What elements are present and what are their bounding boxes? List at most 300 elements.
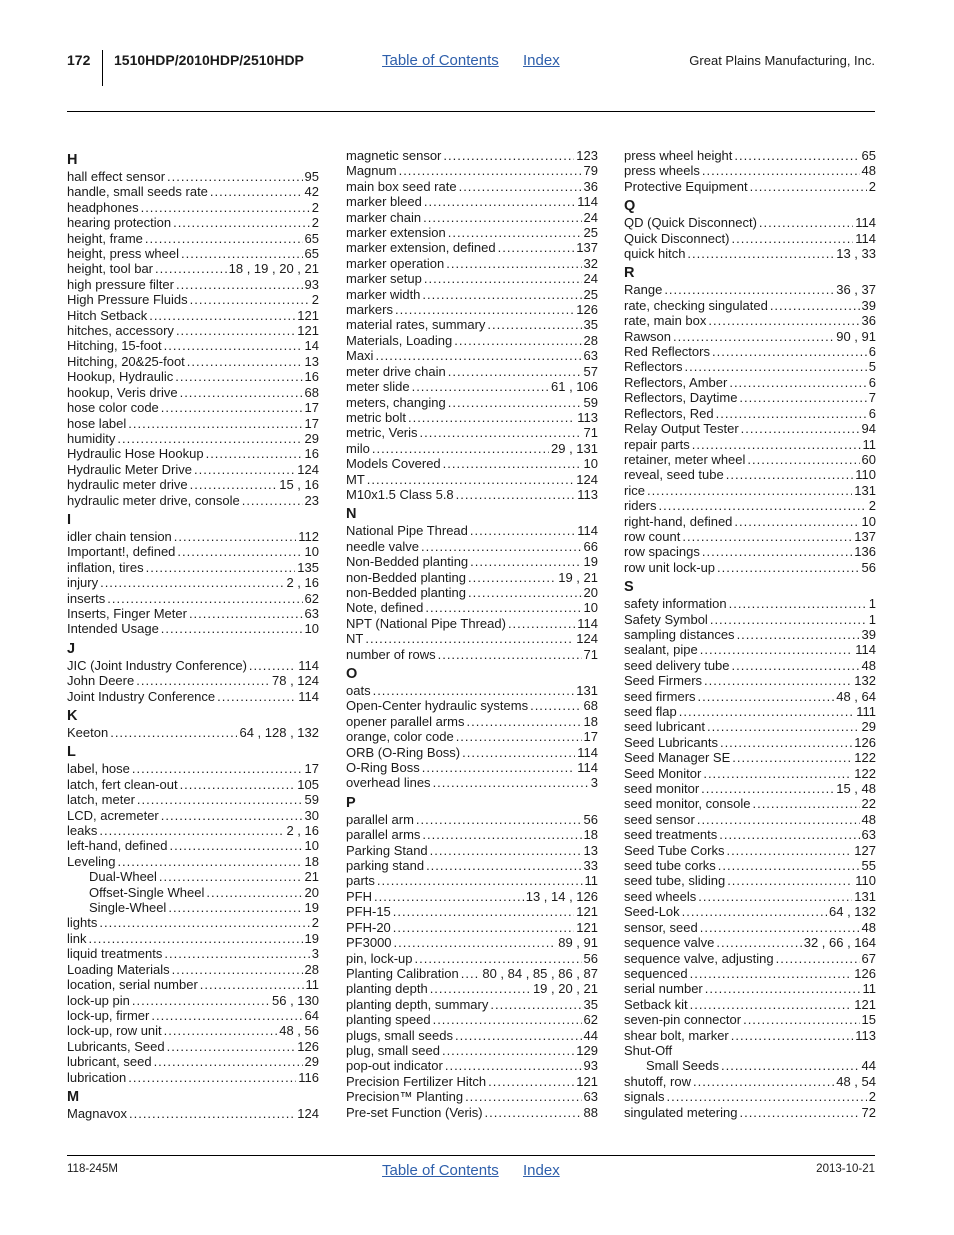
- dot-leader: [187, 354, 303, 369]
- dot-leader: [149, 308, 295, 323]
- dot-leader: [462, 745, 575, 760]
- index-entry[interactable]: [624, 935, 876, 950]
- index-entry[interactable]: [67, 246, 319, 261]
- entry-pages: 3: [590, 775, 598, 791]
- dot-leader: [704, 673, 852, 688]
- index-entry[interactable]: [346, 873, 598, 888]
- entry-term: Pre-set Function (Veris): [346, 1104, 483, 1120]
- entry-pages: 113: [577, 409, 598, 425]
- index-entry[interactable]: [346, 539, 598, 554]
- entry-pages: 114: [855, 642, 876, 658]
- toc-link[interactable]: Table of Contents: [382, 52, 499, 69]
- index-entry[interactable]: [624, 148, 876, 163]
- index-entry[interactable]: [346, 760, 598, 775]
- entry-pages: 121: [576, 919, 598, 935]
- index-entry[interactable]: [346, 889, 598, 904]
- index-entry[interactable]: [346, 395, 598, 410]
- dot-leader: [734, 148, 859, 163]
- index-entry[interactable]: [624, 781, 876, 796]
- index-entry[interactable]: [624, 215, 876, 230]
- entry-pages: 89 , 91: [558, 935, 598, 951]
- entry-term: Protective Equipment: [624, 178, 748, 194]
- footer-toc-link[interactable]: Table of Contents: [382, 1162, 499, 1179]
- index-entry[interactable]: [346, 997, 598, 1012]
- index-entry[interactable]: [67, 1106, 319, 1121]
- index-entry[interactable]: [67, 838, 319, 853]
- index-entry[interactable]: [346, 1043, 598, 1058]
- dot-leader: [242, 493, 303, 508]
- entry-term: seed monitor: [624, 781, 700, 797]
- entry-term: National Pipe Thread: [346, 523, 468, 539]
- dot-leader: [673, 329, 834, 344]
- dot-leader: [426, 858, 581, 873]
- entry-term: hookup, Veris drive: [67, 384, 178, 400]
- entry-term: Hitch Setback: [67, 307, 148, 323]
- index-entry[interactable]: [346, 981, 598, 996]
- index-entry[interactable]: [67, 854, 319, 869]
- dot-leader: [394, 935, 557, 950]
- footer-index-link[interactable]: Index: [523, 1162, 560, 1179]
- index-entry[interactable]: [67, 385, 319, 400]
- index-entry[interactable]: [67, 915, 319, 930]
- index-entry[interactable]: [67, 231, 319, 246]
- entry-term: parts: [346, 873, 375, 889]
- index-entry[interactable]: [346, 683, 598, 698]
- index-entry[interactable]: [346, 379, 598, 394]
- index-entry[interactable]: [624, 966, 876, 981]
- index-entry[interactable]: [67, 354, 319, 369]
- entry-pages: 15: [861, 1012, 876, 1028]
- index-entry[interactable]: [624, 452, 876, 467]
- entry-pages: 2: [311, 199, 319, 215]
- index-entry[interactable]: [67, 431, 319, 446]
- entry-term: Single-Wheel: [89, 900, 167, 916]
- entry-term: latch, meter: [67, 792, 135, 808]
- index-entry[interactable]: [624, 298, 876, 313]
- entry-pages: 64 , 128 , 132: [239, 725, 319, 740]
- index-entry[interactable]: [624, 1043, 876, 1058]
- index-entry[interactable]: [346, 843, 598, 858]
- index-entry[interactable]: [346, 904, 598, 919]
- index-entry[interactable]: [346, 425, 598, 440]
- index-entry[interactable]: [624, 179, 876, 194]
- dot-leader: [682, 904, 827, 919]
- dot-leader: [399, 163, 582, 178]
- index-entry[interactable]: [346, 775, 598, 790]
- index-entry[interactable]: [346, 240, 598, 255]
- dot-leader: [372, 441, 549, 456]
- entry-term: Safety Symbol: [624, 611, 708, 627]
- index-entry[interactable]: [346, 951, 598, 966]
- index-entry[interactable]: [624, 514, 876, 529]
- index-entry[interactable]: [624, 544, 876, 559]
- index-entry[interactable]: [624, 406, 876, 421]
- entry-term: orange, color code: [346, 729, 454, 745]
- index-entry[interactable]: [624, 673, 876, 688]
- index-entry[interactable]: [67, 277, 319, 292]
- entry-term: planting speed: [346, 1012, 431, 1028]
- entry-pages: 126: [854, 965, 876, 981]
- entry-term: meter drive chain: [346, 363, 446, 379]
- index-entry[interactable]: [624, 951, 876, 966]
- index-entry[interactable]: [346, 256, 598, 271]
- entry-term: sensor, seed: [624, 919, 698, 935]
- entry-term: O-Ring Boss: [346, 760, 420, 776]
- dot-leader: [446, 256, 581, 271]
- entry-term: planting depth: [346, 981, 428, 997]
- index-entry[interactable]: [346, 1089, 598, 1104]
- index-entry[interactable]: [346, 570, 598, 585]
- index-entry[interactable]: [346, 364, 598, 379]
- entry-pages: 126: [854, 734, 876, 750]
- index-entry[interactable]: [346, 827, 598, 842]
- index-entry[interactable]: [624, 873, 876, 888]
- dot-leader: [412, 379, 549, 394]
- index-entry[interactable]: [624, 163, 876, 178]
- index-entry[interactable]: [67, 993, 319, 1008]
- entry-pages: 123: [576, 148, 598, 163]
- index-entry[interactable]: [67, 591, 319, 606]
- index-entry[interactable]: [624, 704, 876, 719]
- index-entry[interactable]: [346, 333, 598, 348]
- index-subentry[interactable]: [67, 900, 319, 915]
- index-entry[interactable]: [624, 827, 876, 842]
- index-entry[interactable]: [67, 338, 319, 353]
- index-entry[interactable]: [624, 359, 876, 374]
- entry-pages: 35: [583, 317, 598, 333]
- index-entry[interactable]: [67, 606, 319, 621]
- dot-leader: [705, 981, 861, 996]
- index-link[interactable]: Index: [523, 52, 560, 69]
- index-entry[interactable]: [624, 1074, 876, 1089]
- index-entry[interactable]: [346, 487, 598, 502]
- index-entry[interactable]: [67, 808, 319, 823]
- entry-term: plug, small seed: [346, 1042, 440, 1058]
- section-letter: P: [346, 794, 356, 811]
- index-entry[interactable]: [67, 1039, 319, 1054]
- index-entry[interactable]: [346, 616, 598, 631]
- dot-leader: [770, 298, 860, 313]
- entry-term: Seed Lubricants: [624, 734, 718, 750]
- index-entry[interactable]: [67, 169, 319, 184]
- dot-leader: [164, 1023, 278, 1038]
- index-entry[interactable]: [624, 282, 876, 297]
- index-entry[interactable]: [346, 287, 598, 302]
- entry-term: reveal, seed tube: [624, 467, 724, 483]
- index-entry[interactable]: [346, 1058, 598, 1073]
- index-entry[interactable]: [624, 375, 876, 390]
- index-entry[interactable]: [346, 812, 598, 827]
- entry-term: needle valve: [346, 538, 419, 554]
- index-column-2: [346, 148, 598, 1120]
- index-entry[interactable]: [67, 689, 319, 704]
- index-entry[interactable]: [346, 271, 598, 286]
- dot-leader: [438, 647, 582, 662]
- entry-term: seed wheels: [624, 888, 697, 904]
- index-entry[interactable]: [346, 163, 598, 178]
- entry-pages: 13: [583, 842, 598, 858]
- index-entry[interactable]: [624, 981, 876, 996]
- index-entry[interactable]: [67, 200, 319, 215]
- index-entry[interactable]: [346, 698, 598, 713]
- dot-leader: [759, 215, 853, 230]
- dot-leader: [731, 1028, 854, 1043]
- index-entry[interactable]: [346, 1105, 598, 1120]
- index-entry[interactable]: [624, 344, 876, 359]
- dot-leader: [132, 993, 270, 1008]
- index-entry[interactable]: [624, 642, 876, 657]
- index-entry[interactable]: [346, 225, 598, 240]
- section-letter: K: [67, 708, 78, 724]
- dot-leader: [175, 369, 302, 384]
- dot-leader: [743, 1012, 859, 1027]
- index-entry[interactable]: [67, 725, 319, 740]
- index-entry[interactable]: [67, 621, 319, 636]
- index-entry[interactable]: [346, 441, 598, 456]
- index-entry[interactable]: [67, 493, 319, 508]
- index-entry[interactable]: [624, 719, 876, 734]
- index-entry[interactable]: [67, 658, 319, 673]
- entry-pages: 71: [583, 425, 598, 441]
- dot-leader: [249, 658, 296, 673]
- index-entry[interactable]: [624, 529, 876, 544]
- section-letter: S: [624, 579, 634, 596]
- index-entry[interactable]: [346, 410, 598, 425]
- dot-leader: [164, 338, 303, 353]
- dot-leader: [107, 591, 302, 606]
- index-entry[interactable]: [67, 323, 319, 338]
- index-entry[interactable]: [346, 456, 598, 471]
- entry-term: PF3000: [346, 935, 392, 951]
- index-entry[interactable]: [67, 1054, 319, 1069]
- dot-leader: [154, 1054, 303, 1069]
- index-entry[interactable]: [624, 1028, 876, 1043]
- index-entry[interactable]: [346, 179, 598, 194]
- index-entry[interactable]: [624, 796, 876, 811]
- entry-pages: 6: [868, 405, 876, 421]
- entry-pages: 36: [861, 313, 876, 329]
- index-entry[interactable]: [67, 369, 319, 384]
- entry-term: Important!, defined: [67, 544, 176, 560]
- index-entry[interactable]: [624, 812, 876, 827]
- index-entry[interactable]: [624, 437, 876, 452]
- entry-term: shutoff, row: [624, 1073, 691, 1089]
- index-entry[interactable]: [624, 596, 876, 611]
- entry-term: parking stand: [346, 858, 425, 874]
- index-entry[interactable]: [624, 421, 876, 436]
- index-entry[interactable]: [67, 560, 319, 575]
- entry-term: sequence valve: [624, 935, 715, 951]
- entry-pages: 65: [861, 148, 876, 163]
- index-entry[interactable]: [346, 745, 598, 760]
- index-entry[interactable]: [67, 777, 319, 792]
- index-entry[interactable]: [346, 210, 598, 225]
- entry-term: M10x1.5 Class 5.8: [346, 486, 454, 502]
- index-entry[interactable]: [346, 935, 598, 950]
- entry-term: Small Seeds: [646, 1058, 719, 1074]
- index-entry[interactable]: [67, 529, 319, 544]
- dot-leader: [393, 904, 575, 919]
- entry-pages: 11: [584, 873, 598, 889]
- index-entry[interactable]: [346, 647, 598, 662]
- index-entry[interactable]: [67, 823, 319, 838]
- index-entry[interactable]: [67, 931, 319, 946]
- index-entry[interactable]: [346, 1074, 598, 1089]
- entry-pages: 10: [583, 600, 598, 616]
- index-entry[interactable]: [624, 1089, 876, 1104]
- entry-term: lock-up pin: [67, 992, 130, 1008]
- entry-term: hitches, accessory: [67, 323, 174, 339]
- index-entry[interactable]: [624, 750, 876, 765]
- dot-leader: [422, 827, 581, 842]
- index-entry[interactable]: [624, 843, 876, 858]
- entry-pages: 48: [861, 811, 876, 827]
- index-entry[interactable]: [346, 523, 598, 538]
- entry-term: seed sensor: [624, 811, 695, 827]
- index-entry[interactable]: [346, 966, 598, 981]
- index-entry[interactable]: [346, 585, 598, 600]
- entry-term: hall effect sensor: [67, 169, 166, 184]
- entry-pages: 5: [868, 359, 876, 375]
- index-entry[interactable]: [67, 1023, 319, 1038]
- dot-leader: [707, 719, 860, 734]
- index-entry[interactable]: [624, 467, 876, 482]
- index-entry[interactable]: [624, 766, 876, 781]
- index-entry[interactable]: [67, 400, 319, 415]
- index-entry[interactable]: [67, 544, 319, 559]
- dot-leader: [414, 951, 581, 966]
- index-entry[interactable]: [624, 246, 876, 261]
- index-entry[interactable]: [67, 446, 319, 461]
- index-entry[interactable]: [67, 308, 319, 323]
- index-entry[interactable]: [624, 858, 876, 873]
- index-entry[interactable]: [624, 313, 876, 328]
- index-entry[interactable]: [346, 317, 598, 332]
- entry-pages: 126: [297, 1038, 319, 1054]
- entry-pages: 121: [297, 307, 319, 323]
- entry-term: sequenced: [624, 965, 688, 981]
- dot-leader: [703, 766, 852, 781]
- entry-pages: 48: [861, 919, 876, 935]
- entry-pages: 48: [861, 163, 876, 179]
- index-entry[interactable]: [624, 1105, 876, 1120]
- dot-leader: [174, 529, 296, 544]
- index-entry[interactable]: [624, 329, 876, 344]
- index-entry[interactable]: [624, 920, 876, 935]
- dot-leader: [470, 554, 581, 569]
- index-entry[interactable]: [67, 792, 319, 807]
- entry-pages: 3: [311, 946, 319, 962]
- index-entry[interactable]: [67, 1070, 319, 1085]
- entry-pages: 17: [304, 415, 319, 431]
- index-entry[interactable]: [67, 1008, 319, 1023]
- index-entry[interactable]: [346, 1028, 598, 1043]
- entry-pages: 16: [304, 446, 319, 462]
- index-entry[interactable]: [67, 292, 319, 307]
- index-entry[interactable]: [67, 946, 319, 961]
- index-entry[interactable]: [624, 658, 876, 673]
- entry-pages: 80 , 84 , 85 , 86 , 87: [482, 965, 598, 981]
- index-entry[interactable]: [346, 600, 598, 615]
- index-entry[interactable]: [624, 627, 876, 642]
- index-subentry[interactable]: [67, 869, 319, 884]
- index-entry[interactable]: [67, 261, 319, 276]
- index-entry[interactable]: [67, 462, 319, 477]
- index-entry[interactable]: [624, 498, 876, 513]
- dot-leader: [189, 606, 303, 621]
- index-entry[interactable]: [624, 904, 876, 919]
- entry-term: Maxi: [346, 348, 374, 364]
- index-entry[interactable]: [67, 761, 319, 776]
- entry-term: Quick Disconnect): [624, 230, 730, 246]
- section-letter: I: [67, 511, 72, 528]
- index-entry[interactable]: [67, 962, 319, 977]
- entry-pages: 10: [304, 544, 319, 560]
- entry-pages: 2: [868, 178, 876, 194]
- index-entry[interactable]: [624, 689, 876, 704]
- index-entry[interactable]: [346, 148, 598, 163]
- index-entry[interactable]: [624, 735, 876, 750]
- dot-leader: [498, 240, 575, 255]
- index-entry[interactable]: [346, 1012, 598, 1027]
- dot-leader: [433, 1012, 582, 1027]
- index-entry[interactable]: [346, 554, 598, 569]
- entry-term: Reflectors: [624, 359, 683, 375]
- index-entry[interactable]: [624, 560, 876, 575]
- entry-pages: 10: [861, 513, 876, 529]
- index-entry[interactable]: [624, 390, 876, 405]
- index-entry[interactable]: [67, 977, 319, 992]
- index-entry[interactable]: [67, 215, 319, 230]
- index-entry[interactable]: [624, 231, 876, 246]
- index-entry[interactable]: [624, 612, 876, 627]
- index-entry[interactable]: [67, 184, 319, 199]
- dot-leader: [433, 775, 589, 790]
- dot-leader: [454, 333, 581, 348]
- section-letter: R: [624, 265, 635, 282]
- dot-leader: [416, 812, 582, 827]
- index-entry[interactable]: [67, 477, 319, 492]
- index-entry[interactable]: [346, 194, 598, 209]
- index-entry[interactable]: [624, 997, 876, 1012]
- entry-term: Planting Calibration: [346, 965, 459, 981]
- entry-pages: 2: [311, 292, 319, 308]
- index-entry[interactable]: [346, 302, 598, 317]
- index-entry[interactable]: [624, 483, 876, 498]
- index-entry[interactable]: [346, 631, 598, 646]
- index-subentry[interactable]: [624, 1058, 876, 1073]
- dot-leader: [729, 375, 866, 390]
- entry-pages: 44: [583, 1027, 598, 1043]
- index-entry[interactable]: [346, 348, 598, 363]
- index-entry[interactable]: [624, 1012, 876, 1027]
- index-entry[interactable]: [346, 920, 598, 935]
- index-entry[interactable]: [67, 673, 319, 688]
- index-entry[interactable]: [624, 889, 876, 904]
- index-entry[interactable]: [346, 472, 598, 487]
- index-entry[interactable]: [346, 729, 598, 744]
- index-entry[interactable]: [346, 714, 598, 729]
- entry-term: rate, main box: [624, 313, 707, 329]
- dot-leader: [448, 395, 582, 410]
- entry-term: seed delivery tube: [624, 657, 730, 673]
- index-subentry[interactable]: [67, 885, 319, 900]
- dot-leader: [117, 431, 302, 446]
- index-entry[interactable]: [346, 858, 598, 873]
- index-entry[interactable]: [67, 575, 319, 590]
- dot-leader: [136, 673, 270, 688]
- index-entry[interactable]: [67, 416, 319, 431]
